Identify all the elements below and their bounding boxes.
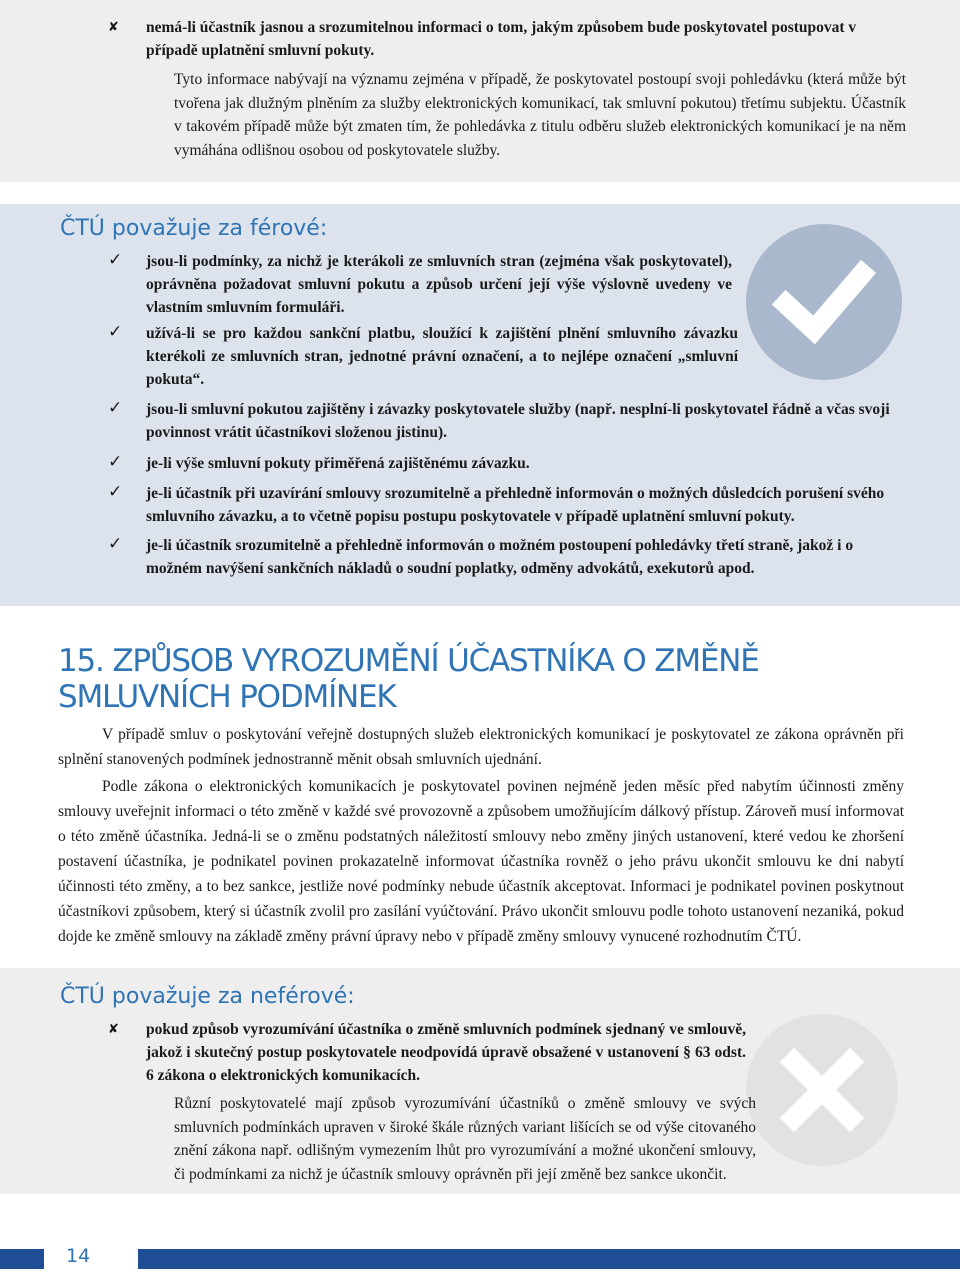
checkmark-circle-icon — [746, 224, 902, 380]
chapter-paragraph-1: V případě smluv o poskytování veřejně dostupných služeb elektronických komunikací je poskytovatel ze zákona oprávněn při splnění stanovených podmínek jednostranně měnit obsah smluvních ujednání. — [58, 726, 904, 768]
check-bullet-icon: ✓ — [108, 398, 123, 418]
unfair-practices-box — [0, 968, 960, 1194]
chapter-paragraph-2: Podle zákona o elektronických komunikacích je poskytovatel povinen nejméně jeden měsíc před nabytím účinnosti změny smlouvy uveřejnit informaci o této změně v každé své provozovně a způsobem umožňujícím dálkový přístup. Zároveň musí informovat o této změně účastníka. Jedná-li se o změnu podstatných náležitostí smlouvy nebo změny jiných ustanovení, které vedou ke zhoršení postavení účastníka, je podnikatel povinen prokazatelně informovat účastníka rovněž o jeho právu ukončit smlouvu ke dni nabytí účinnosti této změny, a to bez sankce, jestliže nové podmínky nebude účastník akceptovat. Informaci je podnikatel povinen poskytnout účastníkovi způsobem, který si účastník zvolil pro zasílání vyúčtování. Právo ukončit smlouvu podle tohoto ustanovení nezaniká, pokud dojde ke změně smlouvy na základě změny právní úpravy nebo v případě změny smlouvy vynucené rozhodnutím ČTÚ. — [58, 778, 904, 945]
top-note-text: Tyto informace nabývají na významu zejména v případě, že poskytovatel postoupí svoji pohledávku (která může být tvořena jak dlužným plněním za služby elektronických komunikací, tak smluvní pokutou) třetímu subjektu. Účastník v takovém případě může být zmaten tím, že pohledávka z titulu odběru služeb elektronických komunikací je na něm vymáhána odlišnou osobou od poskytovatele služby. — [174, 71, 906, 159]
fair-practices-box — [0, 204, 960, 606]
check-bullet-icon: ✓ — [108, 482, 123, 502]
unfair-note-text: Různí poskytovatelé mají způsob vyrozumívání účastníků o změně smlouvy ve svých smluvních podmínkách upraven v široké škále různých variant lišících se od výše citovaného znění zákona např. odlišným vymezením lhůt pro vyrozumívání a možné ukončení smlouvy, či podmínkami za nichž je účastník smlouvy oprávněn při její změně bez sankce ukončit. — [174, 1095, 756, 1183]
footer-bar-right — [138, 1249, 960, 1269]
footer-bar-left — [0, 1249, 44, 1269]
fair-item-text: jsou-li podmínky, za nichž je kterákoli ze smluvních stran (zejména však poskytovatel), oprávněna požadovat smluvní pokutu a způsob určení její výše výslovně uvedeny ve vlastním smluvním formuláři. — [146, 253, 732, 316]
fair-item-text: je-li výše smluvní pokuty přiměřená zajištěnému závazku. — [146, 455, 530, 472]
fair-item-text: užívá-li se pro každou sankční platbu, sloužící k zajištění plnění smluvního závazku kterékoli ze smluvních stran, jednotné právní označení, a to nejlépe označení „smluvní pokuta“. — [146, 325, 738, 388]
fair-item-text: je-li účastník při uzavírání smlouvy srozumitelně a přehledně informován o možných důsledcích porušení svého smluvního závazku, a to včetně popisu postupu poskytovatele v případě uplatnění smluvní pokuty. — [146, 485, 885, 525]
fair-item-text: jsou-li smluvní pokutou zajištěny i závazky poskytovatele služby (např. nesplní-li poskytovatel řádně a včas svoji povinnost vrátit účastníkovi složenou jistinu). — [146, 401, 890, 441]
fair-item-text: je-li účastník srozumitelně a přehledně informován o možném postoupení pohledávky třetí straně, jakož i o možném navýšení sankčních nákladů o soudní poplatky, odměny advokátů, exekutorů apod. — [146, 537, 854, 577]
cross-bullet-icon: ✘ — [108, 20, 119, 35]
check-bullet-icon: ✓ — [108, 452, 123, 472]
top-bullet-text: nemá-li účastník jasnou a srozumitelnou informaci o tom, jakým způsobem bude poskytovatel postupovat v případě uplatnění smluvní pokuty. — [146, 19, 857, 59]
check-bullet-icon: ✓ — [108, 322, 123, 342]
chapter-heading: 15. ZPŮSOB VYROZUMĚNÍ ÚČASTNÍKA O ZMĚNĚ SMLUVNÍCH PODMÍNEK — [58, 643, 759, 715]
check-bullet-icon: ✓ — [108, 534, 123, 554]
cross-circle-icon — [746, 1014, 898, 1166]
unfair-bullet-text: pokud způsob vyrozumívání účastníka o změně smluvních podmínek sjednaný ve smlouvě, jakož i skutečný postup poskytovatele neodpovídá úpravě obsažené v ustanovení § 63 odst. 6 zákona o elektronických komunikacích. — [146, 1021, 746, 1084]
top-info-box — [0, 0, 960, 182]
page-number: 14 — [66, 1245, 91, 1267]
fair-box-heading: ČTÚ považuje za férové: — [60, 216, 328, 241]
cross-bullet-icon: ✘ — [108, 1022, 119, 1037]
unfair-box-heading: ČTÚ považuje za neférové: — [60, 984, 355, 1009]
check-bullet-icon: ✓ — [108, 250, 123, 270]
